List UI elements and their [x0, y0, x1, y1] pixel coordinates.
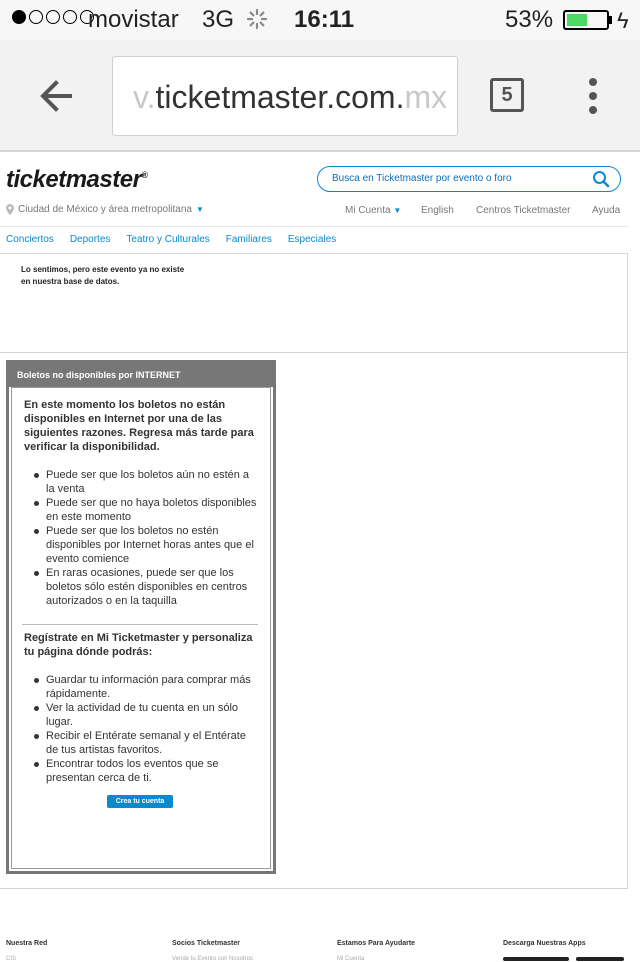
- list-item: Guardar tu información para comprar más rápidamente.: [24, 673, 260, 701]
- app-store-badge[interactable]: [503, 957, 569, 961]
- charging-bolt-icon: ϟ: [617, 8, 629, 33]
- footer-heading-apps: Descarga Nuestras Apps: [503, 940, 586, 947]
- url-domain: ticketmaster.com.: [155, 79, 405, 115]
- english-link[interactable]: English: [421, 205, 454, 216]
- ticketmaster-logo[interactable]: ticketmaster®: [6, 166, 148, 193]
- status-bar: [0, 0, 640, 40]
- battery-tip: [609, 16, 612, 24]
- footer-link[interactable]: CIS: [6, 956, 17, 962]
- list-item: Encontrar todos los eventos que se presentan cerca de ti.: [24, 757, 260, 785]
- category-deportes[interactable]: Deportes: [69, 234, 111, 245]
- search-icon[interactable]: [592, 170, 610, 188]
- reasons-list: [24, 468, 260, 608]
- category-especiales[interactable]: Especiales: [287, 234, 337, 245]
- url-faded-tail: mx: [404, 79, 448, 115]
- unavailable-tickets-panel: [6, 360, 276, 874]
- search-placeholder: Busca en Ticketmaster por evento o foro: [332, 173, 512, 184]
- footer-heading-partners: Socios Ticketmaster: [172, 940, 240, 947]
- help-link[interactable]: Ayuda: [592, 205, 621, 216]
- category-familiares[interactable]: Familiares: [225, 234, 272, 245]
- clock: 16:11: [294, 6, 355, 33]
- signal-strength-icon: [12, 10, 94, 24]
- footer-link[interactable]: Mi Cuenta: [337, 956, 365, 962]
- google-play-badge[interactable]: [576, 957, 624, 961]
- list-item: Puede ser que los boletos aún no estén a la venta: [24, 468, 260, 496]
- location-selector[interactable]: [6, 204, 204, 215]
- register-heading: Regístrate en Mi Ticketmaster y personaliza tu página dónde podrás:: [24, 632, 253, 658]
- category-nav: [6, 234, 336, 245]
- list-item: Puede ser que los boletos no estén disponibles por Internet horas antes que el evento comience: [24, 524, 260, 566]
- divider: [22, 624, 258, 625]
- error-message: Lo sentimos, pero este evento ya no existe en nuestra base de datos.: [21, 265, 185, 286]
- url-bar[interactable]: [112, 56, 458, 136]
- footer-heading-network: Nuestra Red: [6, 940, 48, 947]
- panel-intro: En este momento los boletos no están disponibles en Internet por una de las siguientes razones. Regresa más tarde para verificar la disponibilidad.: [24, 399, 254, 453]
- web-page: [0, 154, 640, 960]
- panel-title: Boletos no disponibles por INTERNET: [9, 363, 273, 387]
- activity-spinner-icon: [246, 8, 268, 30]
- network-type: 3G: [202, 6, 235, 33]
- url-faded-prefix: v.: [133, 79, 156, 115]
- list-item: Recibir el Entérate semanal y el Entérate de tus artistas favoritos.: [24, 729, 260, 757]
- list-item: Ver la actividad de tu cuenta en un sólo lugar.: [24, 701, 260, 729]
- footer-link[interactable]: Vende tu Evento con Nosotros: [172, 956, 254, 962]
- location-pin-icon: [6, 204, 14, 215]
- create-account-button[interactable]: Crea tu cuenta: [107, 795, 173, 808]
- browser-toolbar: [0, 40, 640, 152]
- benefits-list: [24, 673, 260, 785]
- chevron-down-icon: ▼: [195, 205, 204, 214]
- tab-switcher-button[interactable]: 5: [490, 78, 524, 112]
- list-item: Puede ser que no haya boletos disponibles en este momento: [24, 496, 260, 524]
- category-conciertos[interactable]: Conciertos: [6, 234, 54, 245]
- back-arrow-icon[interactable]: [36, 76, 76, 116]
- category-teatro[interactable]: Teatro y Culturales: [126, 234, 210, 245]
- list-item: En raras ocasiones, puede ser que los boletos sólo estén disponibles en centros autorizados o en la taquilla: [24, 566, 260, 608]
- footer-heading-help: Estamos Para Ayudarte: [337, 940, 416, 947]
- search-input[interactable]: [317, 166, 621, 192]
- my-account-link[interactable]: Mi Cuenta ▼: [345, 205, 402, 216]
- ticket-centers-link[interactable]: Centros Ticketmaster: [476, 205, 571, 216]
- location-label: Ciudad de México y área metropolitana: [18, 204, 192, 215]
- battery-icon: [563, 10, 609, 30]
- overflow-menu-icon[interactable]: [586, 78, 600, 114]
- carrier-name: movistar: [88, 6, 179, 33]
- error-message-box: [0, 253, 628, 353]
- divider: [0, 226, 628, 227]
- chevron-down-icon: ▼: [393, 206, 402, 215]
- battery-percent: 53%: [505, 6, 554, 33]
